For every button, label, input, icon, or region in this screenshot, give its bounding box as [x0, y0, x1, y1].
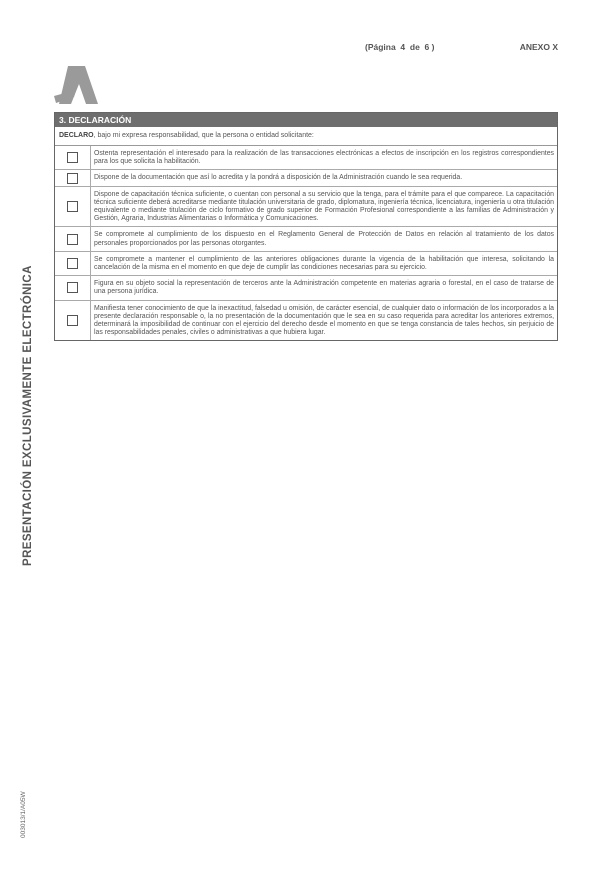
annex-label: ANEXO X [519, 42, 558, 52]
declaration-intro [55, 127, 557, 146]
checkbox-cell [55, 146, 91, 169]
checkbox-cell [55, 301, 91, 341]
declaration-text: Dispone de capacitación técnica suficiente, o cuentan con personal a su servicio que la tenga, para el trámite para el que comparece. La capacitación técnica suficiente deberá acreditarse mediante titulación universitaria de grado, diplomatura, ingeniería técnica, licenciatura, ingeniería u otra titulación equivalente o mediante titulación de ciclo formativo de grado superior de Formación Profesional correspondiente a las familias de Administración y Gestión, Agraria, Industrias Alimentarias o Informática y Comunicaciones. [94, 190, 554, 223]
declaration-checkbox[interactable] [67, 173, 78, 184]
document-code: 003013/1/A05W [20, 791, 27, 838]
declaration-text: Se compromete al cumplimiento de los dispuesto en el Reglamento General de Protección de Datos en relación al tratamiento de los datos personales proporcionados por las personas otorgantes. [94, 231, 554, 247]
page-header [0, 42, 600, 56]
checkbox-cell [55, 170, 91, 185]
declaration-checkbox[interactable] [67, 282, 78, 293]
checkbox-cell [55, 252, 91, 275]
page-number: (Página 4 de 6 ) [365, 42, 435, 52]
declaration-row [55, 170, 557, 186]
checkbox-cell [55, 187, 91, 227]
checkbox-cell [55, 227, 91, 250]
declaration-text: Se compromete a mantener el cumplimiento de las anteriores obligaciones durante la vigencia de la habilitación que interesa, solicitando la cancelación de la misma en el momento en que deje de cumplir las condiciones necesarias para su ejercicio. [94, 255, 554, 272]
declaration-text: Ostenta representación el interesado para la realización de las transacciones electrónicas a efectos de inscripción en los registros correspondientes para los que solicita la habilitación. [94, 150, 554, 166]
declaration-text: Dispone de la documentación que así lo acredita y la pondrá a disposición de la Administración cuando le sea requerida. [94, 174, 463, 182]
declaration-checkbox[interactable] [67, 201, 78, 212]
declaration-section [54, 112, 558, 341]
declaration-checkbox[interactable] [67, 258, 78, 269]
declaration-checkbox[interactable] [67, 234, 78, 245]
declaration-text: Manifiesta tener conocimiento de que la inexactitud, falsedad u omisión, de carácter esencial, de cualquier dato o información de los incorporados a la presente declaración responsable o, la no presentación de la documentación que le sea en su caso requerida para acreditar los anteriores extremos, determinará la imposibilidad de continuar con el ejercicio del derecho desde el momento en que se tenga constancia de tales hechos, sin perjuicio de las responsabilidades penales, civiles o administrativas a que hubiera lugar. [94, 304, 554, 337]
section-title: 3. DECLARACIÓN [55, 113, 557, 127]
declaration-row [55, 276, 557, 300]
declaration-row [55, 146, 557, 170]
declaration-row [55, 227, 557, 251]
declaration-checkbox[interactable] [67, 315, 78, 326]
declaration-row [55, 301, 557, 341]
declaration-row [55, 187, 557, 228]
checkbox-cell [55, 276, 91, 299]
declaration-keyword: DECLARO [59, 132, 94, 139]
declaration-checkbox[interactable] [67, 152, 78, 163]
declaration-list [55, 146, 557, 340]
declaration-text: Figura en su objeto social la representación de terceros ante la Administración competente en materias agraria o forestal, en el caso de tratarse de una persona jurídica. [94, 280, 554, 296]
junta-logo-icon [54, 66, 98, 104]
declaration-row [55, 252, 557, 276]
side-label: PRESENTACIÓN EXCLUSIVAMENTE ELECTRÓNICA [22, 265, 34, 566]
declaration-intro-text: , bajo mi expresa responsabilidad, que la persona o entidad solicitante: [93, 132, 314, 139]
